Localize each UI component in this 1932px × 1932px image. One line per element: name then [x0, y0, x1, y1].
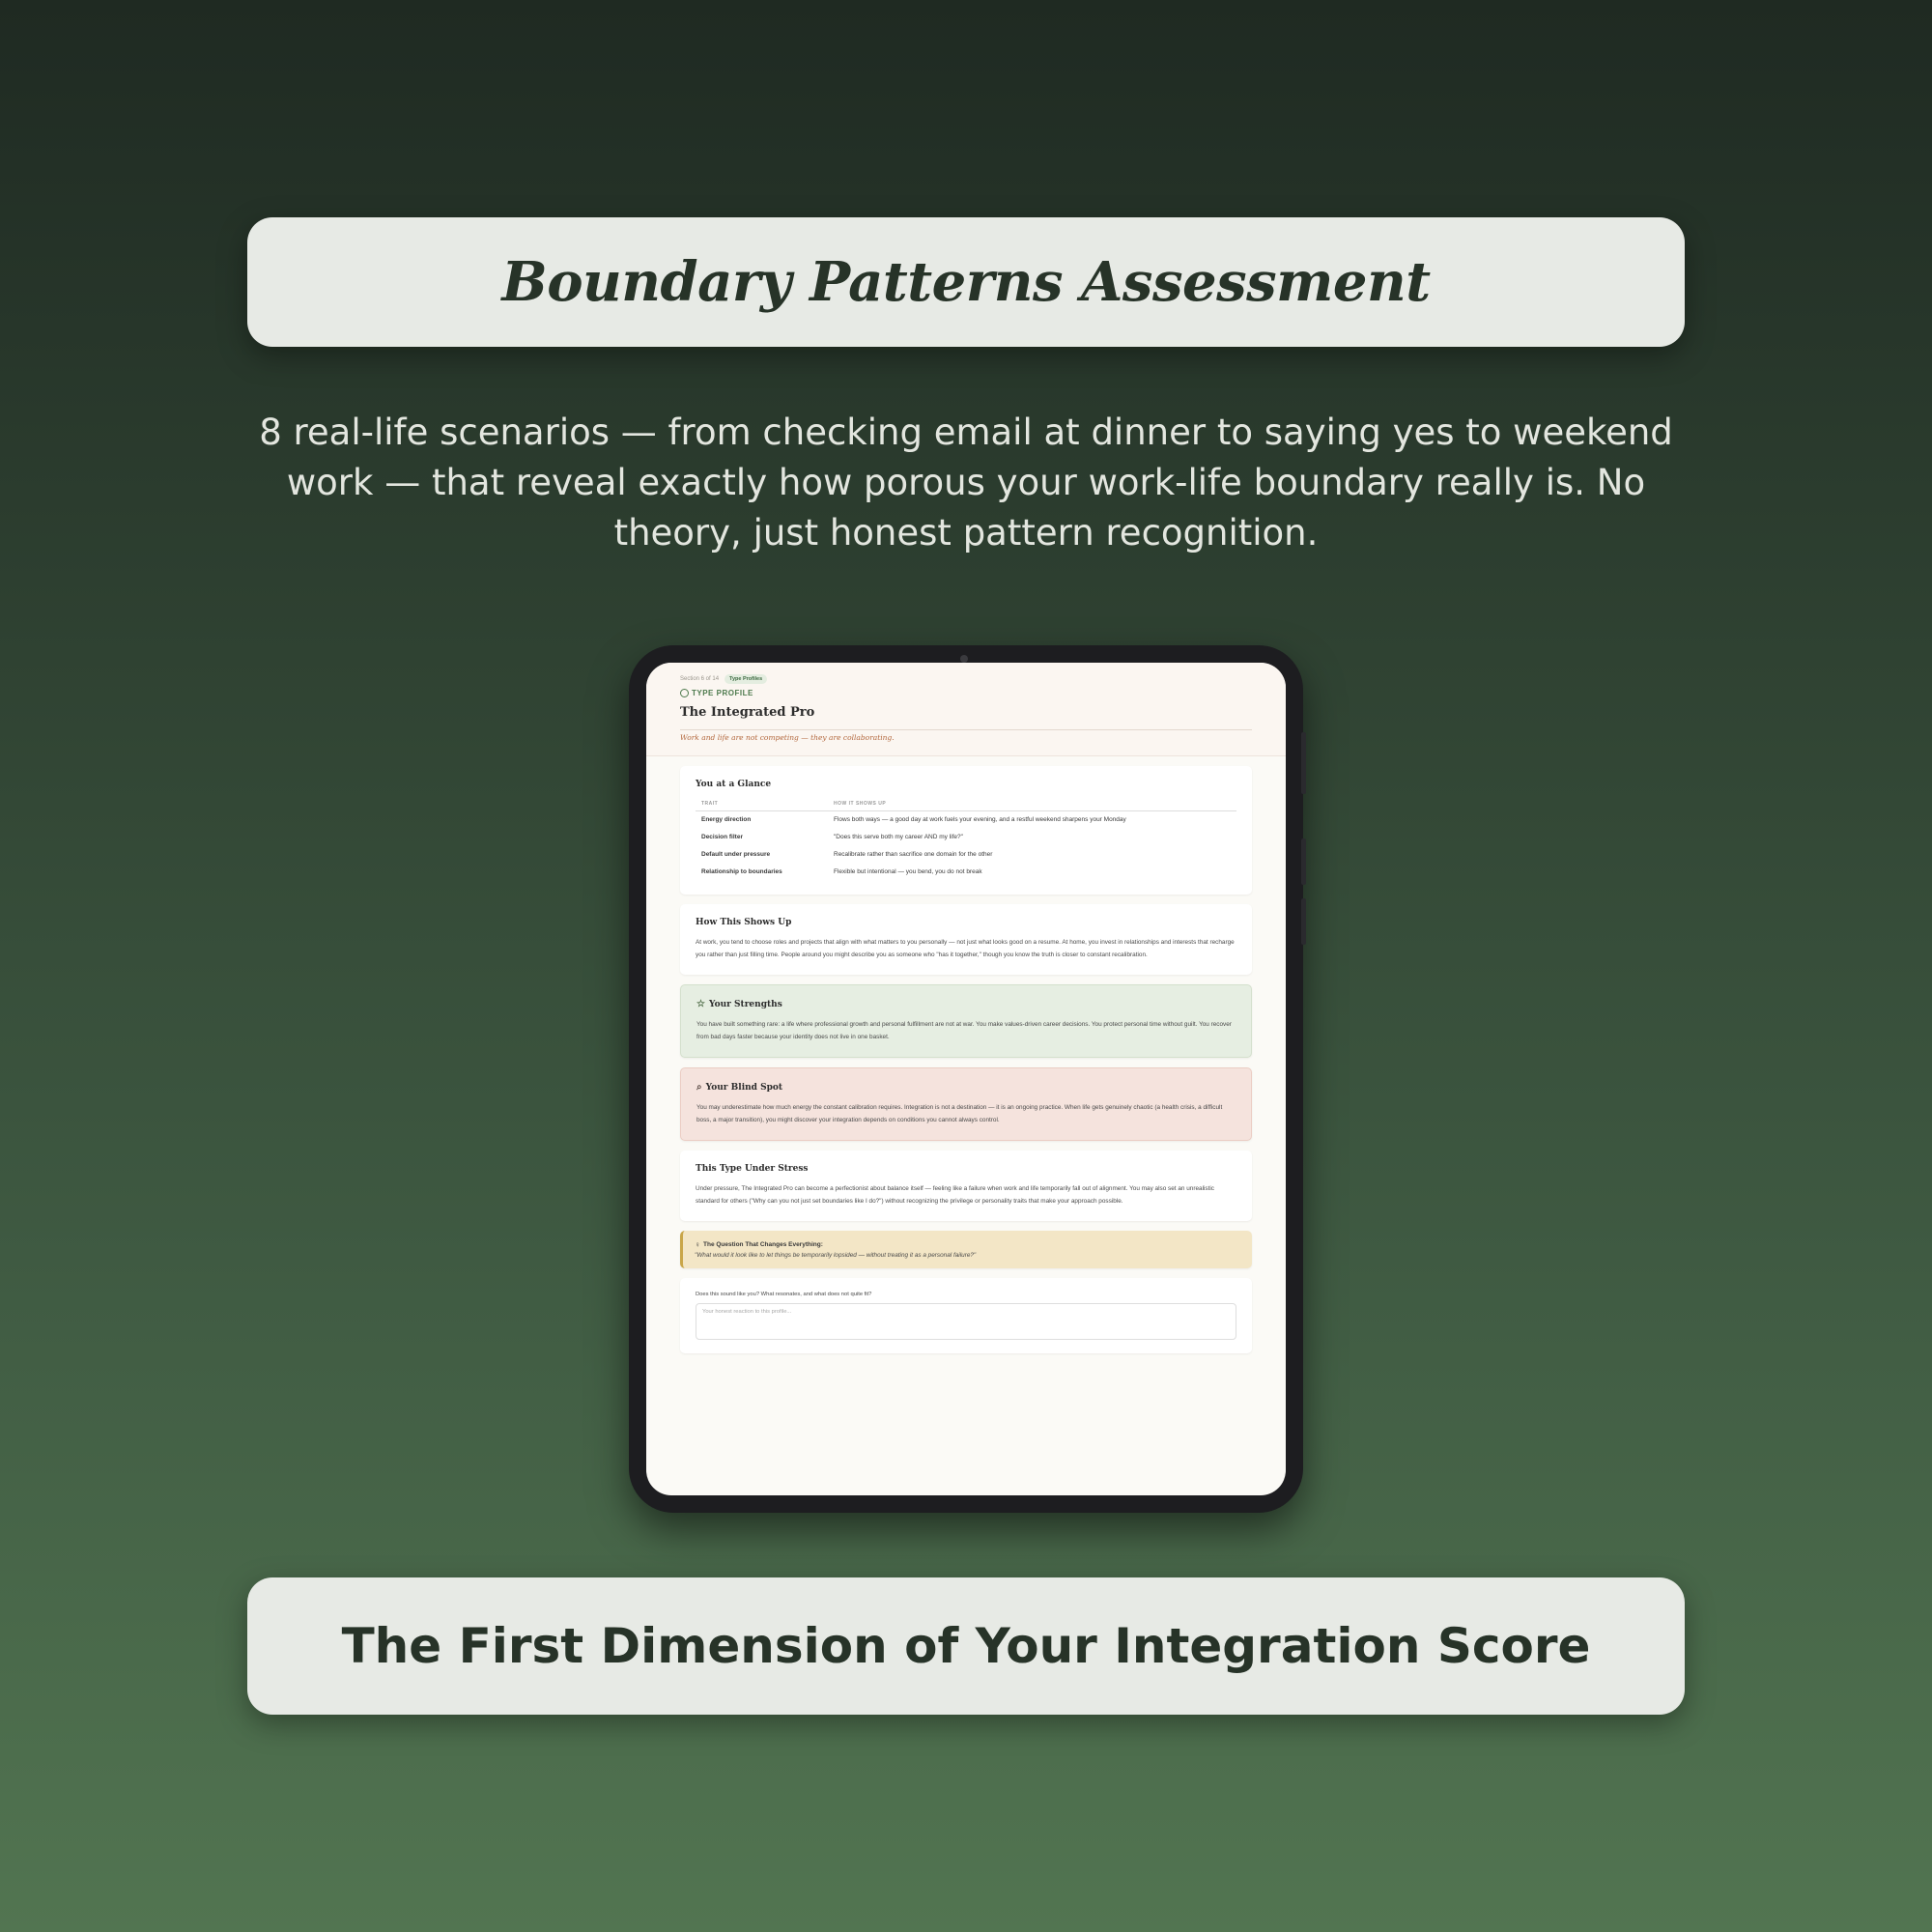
- strengths-card: [680, 984, 1252, 1058]
- question-body: "What would it look like to let things be temporarily lopsided — without treating it as a personal failure?": [695, 1252, 977, 1259]
- profile-name: The Integrated Pro: [680, 705, 815, 720]
- title-banner: [247, 217, 1685, 347]
- table-row: [696, 846, 1236, 864]
- tablet-screen: [646, 663, 1286, 1495]
- trait-cell: Energy direction: [701, 816, 752, 823]
- footer-banner: [247, 1577, 1685, 1715]
- footer-title: The First Dimension of Your Integration Score: [341, 1618, 1591, 1674]
- reflection-input[interactable]: Your honest reaction to this profile...: [696, 1303, 1236, 1340]
- how-cell: Recalibrate rather than sacrifice one domain for the other: [834, 851, 993, 858]
- table-row: [696, 811, 1236, 830]
- page-title: Boundary Patterns Assessment: [501, 250, 1431, 314]
- question-card: [680, 1231, 1252, 1268]
- blind-spot-heading: [696, 1082, 1236, 1093]
- profile-header: [646, 663, 1286, 756]
- glance-table: [696, 799, 1236, 881]
- trait-cell: Decision filter: [701, 834, 743, 840]
- tablet-frame: [629, 645, 1303, 1513]
- section-label: Section 6 of 14: [680, 676, 720, 682]
- lightbulb-icon: ♀: [695, 1240, 700, 1249]
- stress-title: This Type Under Stress: [696, 1164, 809, 1174]
- type-label-text: TYPE PROFILE: [692, 689, 753, 697]
- table-row: [696, 864, 1236, 881]
- stress-body: Under pressure, The Integrated Pro can become a perfectionist about balance itself — feeling like a failure when work and life temporarily fall out of alignment. You may also set an unrealistic standard for others ("Why can you not just set boundaries like I do?") without recognizing the privilege or personality traits that make your approach possible.: [696, 1185, 1214, 1205]
- star-icon: ☆: [696, 999, 705, 1009]
- glance-card: [680, 766, 1252, 895]
- question-heading: [695, 1240, 1240, 1249]
- tablet-side-button: [1301, 732, 1306, 794]
- col-trait-header: TRAIT: [696, 799, 828, 811]
- strengths-body: You have built something rare: a life where professional growth and personal fulfillment are not at war. You make values-driven career decisions. You protect personal time without guilt. You recover from bad days faster because your identity does not live in one basket.: [696, 1021, 1232, 1040]
- target-icon: [680, 689, 689, 697]
- type-label: [680, 689, 1252, 697]
- blind-spot-card: [680, 1067, 1252, 1141]
- section-pill: Type Profiles: [724, 674, 767, 684]
- profile-tagline: Work and life are not competing — they are collaborating.: [680, 733, 895, 742]
- reflection-prompt: Does this sound like you? What resonates, and what does not quite fit?: [696, 1292, 872, 1297]
- question-title: The Question That Changes Everything:: [703, 1241, 823, 1248]
- shows-up-card: [680, 904, 1252, 975]
- how-cell: Flexible but intentional — you bend, you do not break: [834, 868, 982, 875]
- trait-cell: Relationship to boundaries: [701, 868, 782, 875]
- how-cell: Flows both ways — a good day at work fuels your evening, and a restful weekend sharpens your Monday: [834, 816, 1126, 823]
- blind-spot-body: You may underestimate how much energy the constant calibration requires. Integration is not a destination — it is an ongoing practice. When life gets genuinely chaotic (a health crisis, a difficult boss, a major transition), you might discover your integration depends on conditions you cannot always control.: [696, 1104, 1223, 1123]
- col-how-header: HOW IT SHOWS UP: [828, 799, 1236, 811]
- subtitle-text: 8 real-life scenarios — from checking email at dinner to saying yes to weekend work — that reveal exactly how porous your work-life boundary really is. No theory, just honest pattern recognition.: [259, 412, 1673, 554]
- shows-up-body: At work, you tend to choose roles and projects that align with what matters to you personally — not just what looks good on a resume. At home, you invest in relationships and interests that recharge you rather than just filling time. People around you might describe you as someone who "has it together," though you know the truth is closer to constant recalibration.: [696, 939, 1235, 958]
- tablet-volume-down: [1301, 898, 1306, 945]
- tablet-volume-up: [1301, 838, 1306, 885]
- shows-up-title: How This Shows Up: [696, 918, 792, 927]
- reflection-card: [680, 1278, 1252, 1353]
- search-icon: ⌕: [696, 1082, 702, 1093]
- divider: [680, 729, 1252, 730]
- table-row: [696, 829, 1236, 846]
- section-row: [680, 674, 1252, 684]
- stress-card: [680, 1151, 1252, 1221]
- camera-dot: [960, 655, 968, 663]
- how-cell: "Does this serve both my career AND my life?": [834, 834, 963, 840]
- strengths-heading: [696, 999, 1236, 1009]
- blind-spot-title: Your Blind Spot: [705, 1082, 783, 1093]
- strengths-title: Your Strengths: [708, 999, 782, 1009]
- glance-title: You at a Glance: [696, 780, 772, 789]
- trait-cell: Default under pressure: [701, 851, 771, 858]
